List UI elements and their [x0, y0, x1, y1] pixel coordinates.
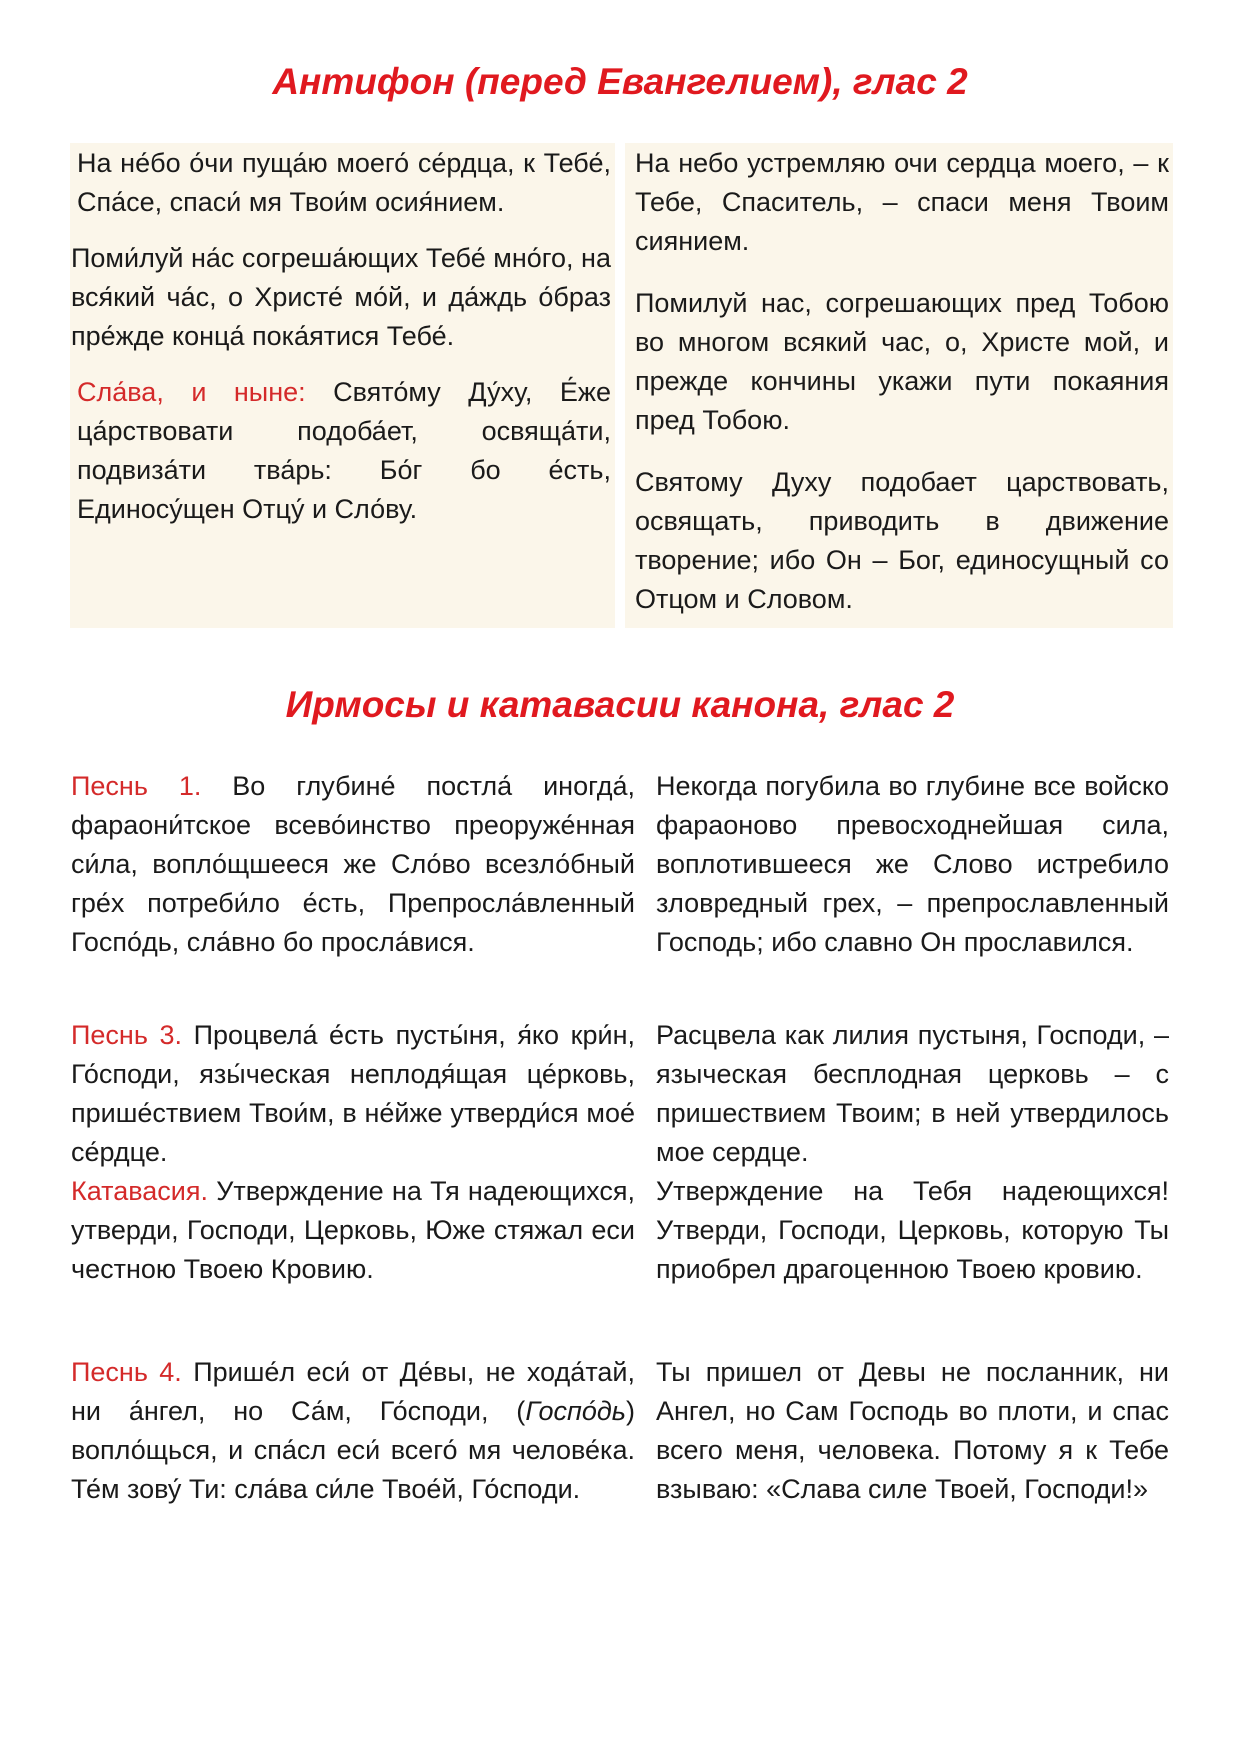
- katavasia-translation-text: Утверждение на Тебя надеющихся! Утверди, Господи, Церковь, которую Ты приобрел драгоценною Твоею кровию.: [656, 1176, 1169, 1284]
- ode4-translation-text: Ты пришел от Девы не посланник, ни Ангел, но Сам Господь во плоти, и спас всего меня, человека. Потому я к Тебе взываю: «Слава силе Твоей, Господи!»: [656, 1357, 1169, 1504]
- katavasia-paragraph: [71, 1172, 635, 1289]
- ode1-paragraph: [71, 767, 635, 962]
- ode1-translation: [656, 767, 1169, 962]
- antiphon-verse-2: Поми́луй на́с согреша́ющих Тебе́ мно́го, на вся́кий ча́с, о Христе́ мо́й, и да́ждь о́браз пре́жде конца́ пока́ятися Тебе́.: [71, 243, 611, 351]
- section1-title: Антифон (перед Евангелием), глас 2: [272, 61, 968, 102]
- ode1-slavonic: [71, 767, 635, 962]
- antiphon-doxology: [71, 373, 611, 529]
- ode4-slavonic: [71, 1353, 635, 1509]
- katavasia-label: Катавасия.: [71, 1176, 208, 1206]
- ode1-translation-text: Некогда погубила во глубине все войско фараоново превосходнейшая сила, воплотившееся же Слово истребило зловредный грех, – препрославленный Господь; ибо славно Он прославился.: [656, 771, 1169, 957]
- ode3-label: Песнь 3.: [71, 1020, 183, 1050]
- ode1-text: Во глубине́ постла́ иногда́, фараони́тское всево́инство преоруже́нная си́ла, вопло́щшееся же Сло́во всезло́бный гре́х потреби́ло е́сть, Препросла́вленный Госпо́дь, сла́вно бо просла́вися.: [71, 771, 635, 957]
- ode4-text-b: ) вопло́щься, и спа́сл еси́ всего́ мя челове́ка. Те́м зову́ Ти: сла́ва си́ле Твое́й, Го́споди.: [71, 1396, 635, 1504]
- antiphon-translation-3: Святому Духу подобает царствовать, освящать, приводить в движение творение; ибо Он – Бог, единосущный со Отцом и Словом.: [635, 467, 1169, 614]
- ode3-paragraph: [71, 1016, 635, 1172]
- ode4-text-a: Прише́л еси́ от Де́вы, не хода́тай, ни а́нгел, но Са́м, Го́споди, (: [71, 1357, 635, 1426]
- katavasia-text: Утверждение на Тя надеющихся, утверди, Господи, Церковь, Юже стяжал еси честною Твоею Кровию.: [71, 1176, 635, 1284]
- antiphon-slavonic-column: [71, 144, 611, 529]
- section2-title: Ирмосы и катавасии канона, глас 2: [285, 684, 955, 725]
- ode4-text-italic: Госпо́дь: [525, 1396, 626, 1426]
- ode4-label: Песнь 4.: [71, 1357, 182, 1387]
- antiphon-translation-column: [635, 144, 1169, 619]
- ode4-paragraph: [71, 1353, 635, 1509]
- antiphon-verse-1: На не́бо о́чи пуща́ю моего́ се́рдца, к Тебе́, Спа́се, спаси́ мя Твои́м осия́нием.: [77, 148, 611, 217]
- ode3-slavonic: [71, 1016, 635, 1289]
- ode3-text: Процвела́ е́сть пусты́ня, я́ко кри́н, Го́споди, язы́ческая неплодя́щая це́рковь, прише́ствием Твои́м, в не́йже утверди́ся мое́ се́рдце.: [71, 1020, 635, 1167]
- ode4-translation: [656, 1353, 1169, 1509]
- ode1-label: Песнь 1.: [71, 771, 202, 801]
- ode3-translation-text: Расцвела как лилия пустыня, Господи, – языческая бесплодная церковь – с пришествием Твоим; в ней утвердилось мое сердце.: [656, 1020, 1169, 1167]
- doxology-text: Свято́му Ду́ху, Е́же ца́рствовати подоба́ет, освяща́ти, подвиза́ти тва́рь: Бо́г бо е́сть, Единосу́щен Отцу́ и Сло́ву.: [77, 377, 611, 524]
- ode3-translation: [656, 1016, 1169, 1289]
- antiphon-translation-2: Помилуй нас, согрешающих пред Тобою во многом всякий час, о, Христе мой, и прежде кончины укажи пути покаяния пред Тобою.: [635, 288, 1169, 435]
- doxology-label: Сла́ва, и ныне:: [77, 377, 306, 407]
- antiphon-translation-1: На небо устремляю очи сердца моего, – к Тебе, Спаситель, – спаси меня Твоим сиянием.: [635, 148, 1169, 256]
